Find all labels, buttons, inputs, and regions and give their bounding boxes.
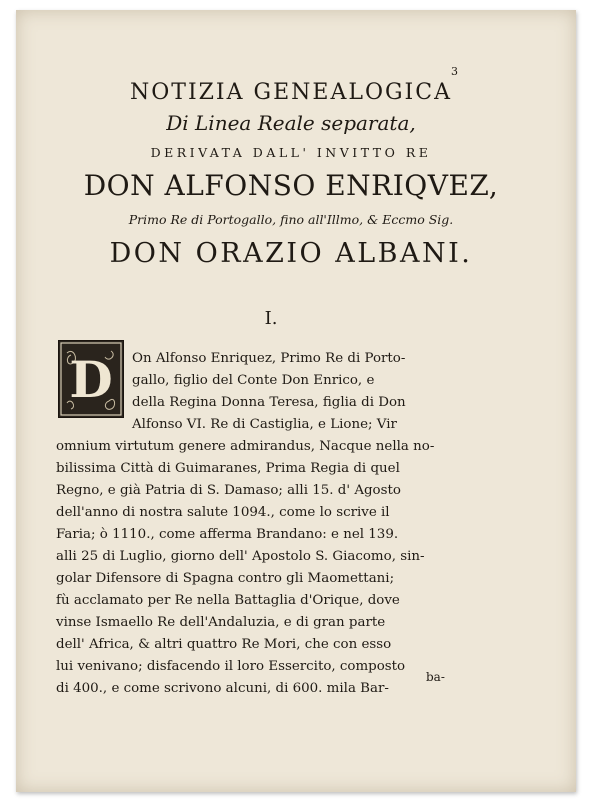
title-block [46,78,536,274]
descendant-name: DON ORAZIO ALBANI. [109,238,473,269]
catchword: ba- [426,670,445,684]
body-line: alli 25 di Luglio, giorno dell' Apostolo S. Giacomo, sin- [56,549,425,564]
body-line: dell'anno di nostra salute 1094., come lo scrive il [56,505,390,520]
body-line: golar Difensore di Spagna contro gli Maomettani; [56,571,395,586]
title-derivation: DERIVATA DALL' INVITTO RE [150,145,432,160]
page-number: 3 [451,65,458,78]
main-title: NOTIZIA GENEALOGICA [130,80,452,105]
section-numeral: I. [264,308,278,329]
body-line: vinse Ismaello Re dell'Andaluzia, e di gran parte [56,615,386,630]
subtitle: Di Linea Reale separata, [166,111,416,135]
body-line: omnium virtutum genere admirandus, Nacque nella no- [56,439,435,454]
body-line: On Alfonso Enriquez, Primo Re di Porto- [132,351,406,366]
body-line: Faria; ò 1110., come afferma Brandano: e nel 139. [56,527,399,542]
body-line: gallo, figlio del Conte Don Enrico, e [132,373,375,388]
document-page [16,10,576,792]
body-line: di 400., e come scrivono alcuni, di 600. mila Bar- [56,681,389,696]
body-line: dell' Africa, & altri quattro Re Mori, che con esso [56,637,392,652]
body-line: della Regina Donna Teresa, figlia di Don [132,395,406,410]
drop-cap-letter: D [69,350,113,409]
body-paragraph [56,348,476,700]
title-lineage: Primo Re di Portogallo, fino all'Illmo, & Eccmo Sig. [128,212,454,227]
king-name: DON ALFONSO ENRIQVEZ, [83,169,499,202]
body-line: lui venivano; disfacendo il loro Essercito, composto [56,659,406,674]
body-line: fù acclamato per Re nella Battaglia d'Orique, dove [56,593,400,608]
body-line: bilissima Città di Guimaranes, Prima Regia di quel [56,461,400,476]
body-line: Regno, e già Patria di S. Damaso; alli 15. d' Agosto [56,483,401,498]
body-line: Alfonso VI. Re di Castiglia, e Lione; Vir [132,417,397,432]
